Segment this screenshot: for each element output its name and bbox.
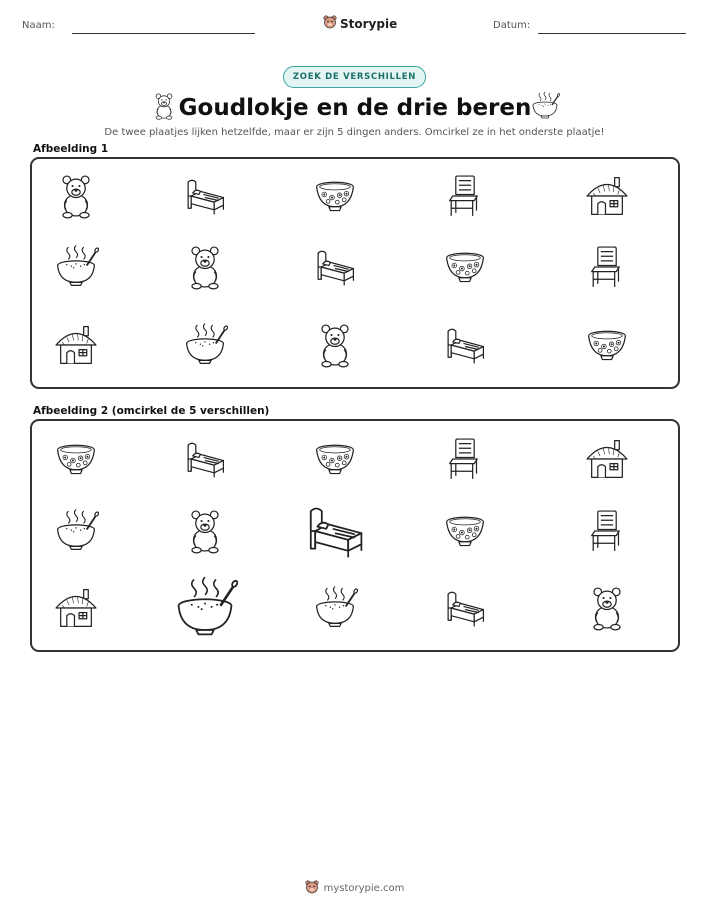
porridge-icon[interactable] (53, 508, 99, 554)
house-icon[interactable] (584, 436, 630, 482)
bear-icon (182, 244, 228, 290)
chair-icon[interactable] (584, 508, 630, 554)
bowl-icon[interactable] (53, 436, 99, 482)
bear-icon (53, 173, 99, 219)
bowl-icon (312, 173, 358, 219)
bed-icon[interactable] (182, 436, 228, 482)
porridge-icon (530, 90, 560, 126)
storypie-logo (323, 14, 397, 33)
bear-icon[interactable] (182, 508, 228, 554)
bed-icon[interactable] (302, 498, 368, 564)
picture-panel-1 (30, 157, 680, 389)
bowl-icon (442, 244, 488, 290)
worksheet-type-badge: ZOEK DE VERSCHILLEN (283, 66, 426, 88)
bed-icon (312, 244, 358, 290)
page-title: Goudlokje en de drie beren (178, 95, 532, 121)
name-label: Naam: (22, 20, 55, 31)
footer-url[interactable]: mystorypie.com (323, 883, 405, 894)
porridge-icon[interactable] (312, 585, 358, 631)
bowl-icon[interactable] (442, 508, 488, 554)
bear-icon[interactable] (584, 585, 630, 631)
chair-icon (584, 244, 630, 290)
porridge-icon (182, 322, 228, 368)
bed-icon (182, 173, 228, 219)
porridge-icon (53, 244, 99, 290)
date-field[interactable] (538, 33, 686, 34)
bed-icon (442, 322, 488, 368)
date-label: Datum: (493, 20, 531, 31)
porridge-icon[interactable] (172, 575, 238, 641)
house-icon[interactable] (53, 585, 99, 631)
bowl-icon[interactable] (312, 436, 358, 482)
bed-icon[interactable] (442, 585, 488, 631)
name-field[interactable] (72, 33, 255, 34)
brand-name: Storypie (340, 16, 398, 31)
panel-2-label: Afbeelding 2 (omcirkel de 5 verschillen) (33, 405, 270, 417)
chair-icon (442, 173, 488, 219)
house-icon (53, 322, 99, 368)
picture-panel-2[interactable] (30, 419, 680, 652)
bear-icon (312, 322, 358, 368)
house-icon (584, 173, 630, 219)
panel-1-label: Afbeelding 1 (33, 143, 109, 155)
instructions: De twee plaatjes lijken hetzelfde, maar er zijn 5 dingen anders. Omcirkel ze in het onderste plaatje! (104, 127, 605, 138)
bowl-icon (584, 322, 630, 368)
bear-mascot-icon (305, 880, 319, 897)
bear-mascot-icon (323, 14, 337, 33)
footer (0, 880, 709, 897)
chair-icon[interactable] (442, 436, 488, 482)
